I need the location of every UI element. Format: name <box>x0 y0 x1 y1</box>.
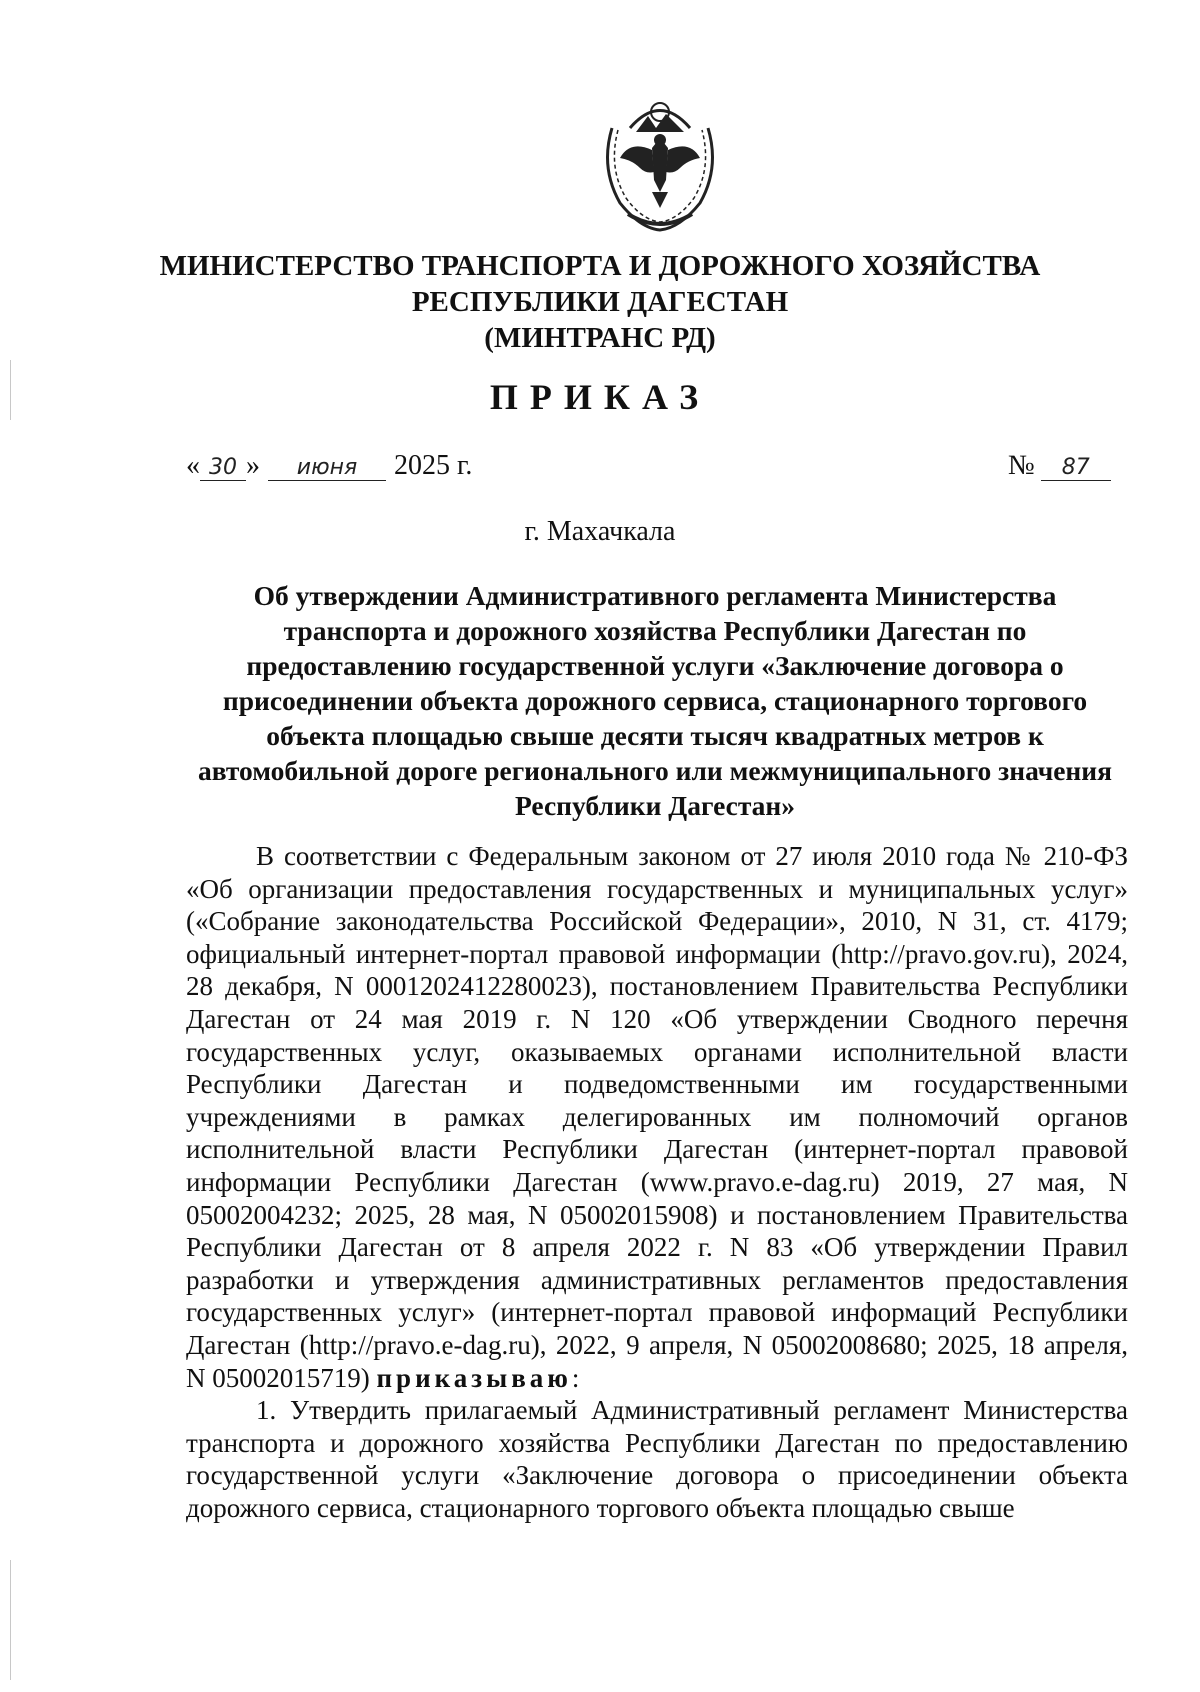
order-date <box>186 450 472 482</box>
subject-line-3: предоставлению государственной услуги «Заключение договора о <box>246 650 1064 681</box>
city-line: г. Махачкала <box>524 516 676 547</box>
number-value-handwritten: 87 <box>1041 455 1111 481</box>
subject-line-6: автомобильной дороге регионального или межмуниципального значения <box>198 755 1112 786</box>
number-label: № <box>1008 450 1035 481</box>
subject-line-5: объекта площадью свыше десяти тысяч квадратных метров к <box>266 720 1044 751</box>
date-open-quote: « <box>186 450 200 481</box>
scan-margin-mark <box>10 360 11 420</box>
order-body <box>186 840 1128 1524</box>
subject-line-2: транспорта и дорожного хозяйства Республики Дагестан по <box>283 615 1027 646</box>
ministry-name-line-2: РЕСПУБЛИКИ ДАГЕСТАН <box>411 286 789 318</box>
order-title: ПРИКАЗ <box>489 377 711 417</box>
preamble-text: В соответствии с Федеральным законом от 27 июля 2010 года № 210-ФЗ «Об организации предоставления государственных и муниципальных услуг» («Собрание законодательства Российской Федерации», 2010, N 31, ст. 4179; официальный интернет-портал правовой информации (http://pravo.gov.ru), 2024, 28 декабря, N 0001202412280023), постановлением Правительства Республики Дагестан от 24 мая 2019 г. N 120 «Об утверждении Сводного перечня государственных услуг, оказываемых органами исполнительной власти Республики Дагестан и подведомственными им государственными учреждениями в рамках делегированных им полномочий органов исполнительной власти Республики Дагестан (интернет-портал правовой информации Республики Дагестан (www.pravo.e-dag.ru) 2019, 27 мая, N 05002004232; 2025, 28 мая, N 05002015908) и постановлением Правительства Республики Дагестан от 8 апреля 2022 г. N 83 «Об утверждении Правил разработки и утверждения административных регламентов предоставления государственных услуг» (интернет-портал правовой информаций Республики Дагестан (http://pravo.e-dag.ru), 2022, 9 апреля, N 05002008680; 2025, 18 апреля, N 05002015719) <box>186 841 1128 1393</box>
date-month-handwritten: июня <box>268 455 386 481</box>
date-close-quote: » <box>246 450 260 481</box>
preamble-paragraph <box>186 840 1128 1394</box>
date-day-handwritten: 30 <box>200 455 246 481</box>
subject-line-4: присоединении объекта дорожного сервиса, стационарного торгового <box>222 685 1088 716</box>
directive-punct: : <box>571 1362 580 1393</box>
order-subject <box>180 578 1130 823</box>
subject-line-1: Об утверждении Административного регламента Министерства <box>253 580 1057 611</box>
ministry-short-name: (МИНТРАНС РД) <box>484 322 716 354</box>
dagestan-coat-of-arms-emblem <box>590 88 730 236</box>
item-1-paragraph: 1. Утвердить прилагаемый Административный регламент Министерства транспорта и дорожного хозяйства Республики Дагестан по предоставлению государственной услуги «Заключение договора о присоединении объекта дорожного сервиса, стационарного торгового объекта площадью свыше <box>186 1395 1128 1523</box>
eagle-emblem-icon <box>590 88 730 236</box>
ministry-header <box>100 248 1100 356</box>
scan-margin-mark <box>10 1560 11 1680</box>
date-year: 2025 г. <box>394 450 473 481</box>
order-number <box>1008 450 1111 482</box>
ministry-name-line-1: МИНИСТЕРСТВО ТРАНСПОРТА И ДОРОЖНОГО ХОЗЯЙСТВА <box>159 250 1041 282</box>
directive-word: приказываю <box>376 1362 572 1393</box>
subject-line-7: Республики Дагестан» <box>514 790 796 821</box>
